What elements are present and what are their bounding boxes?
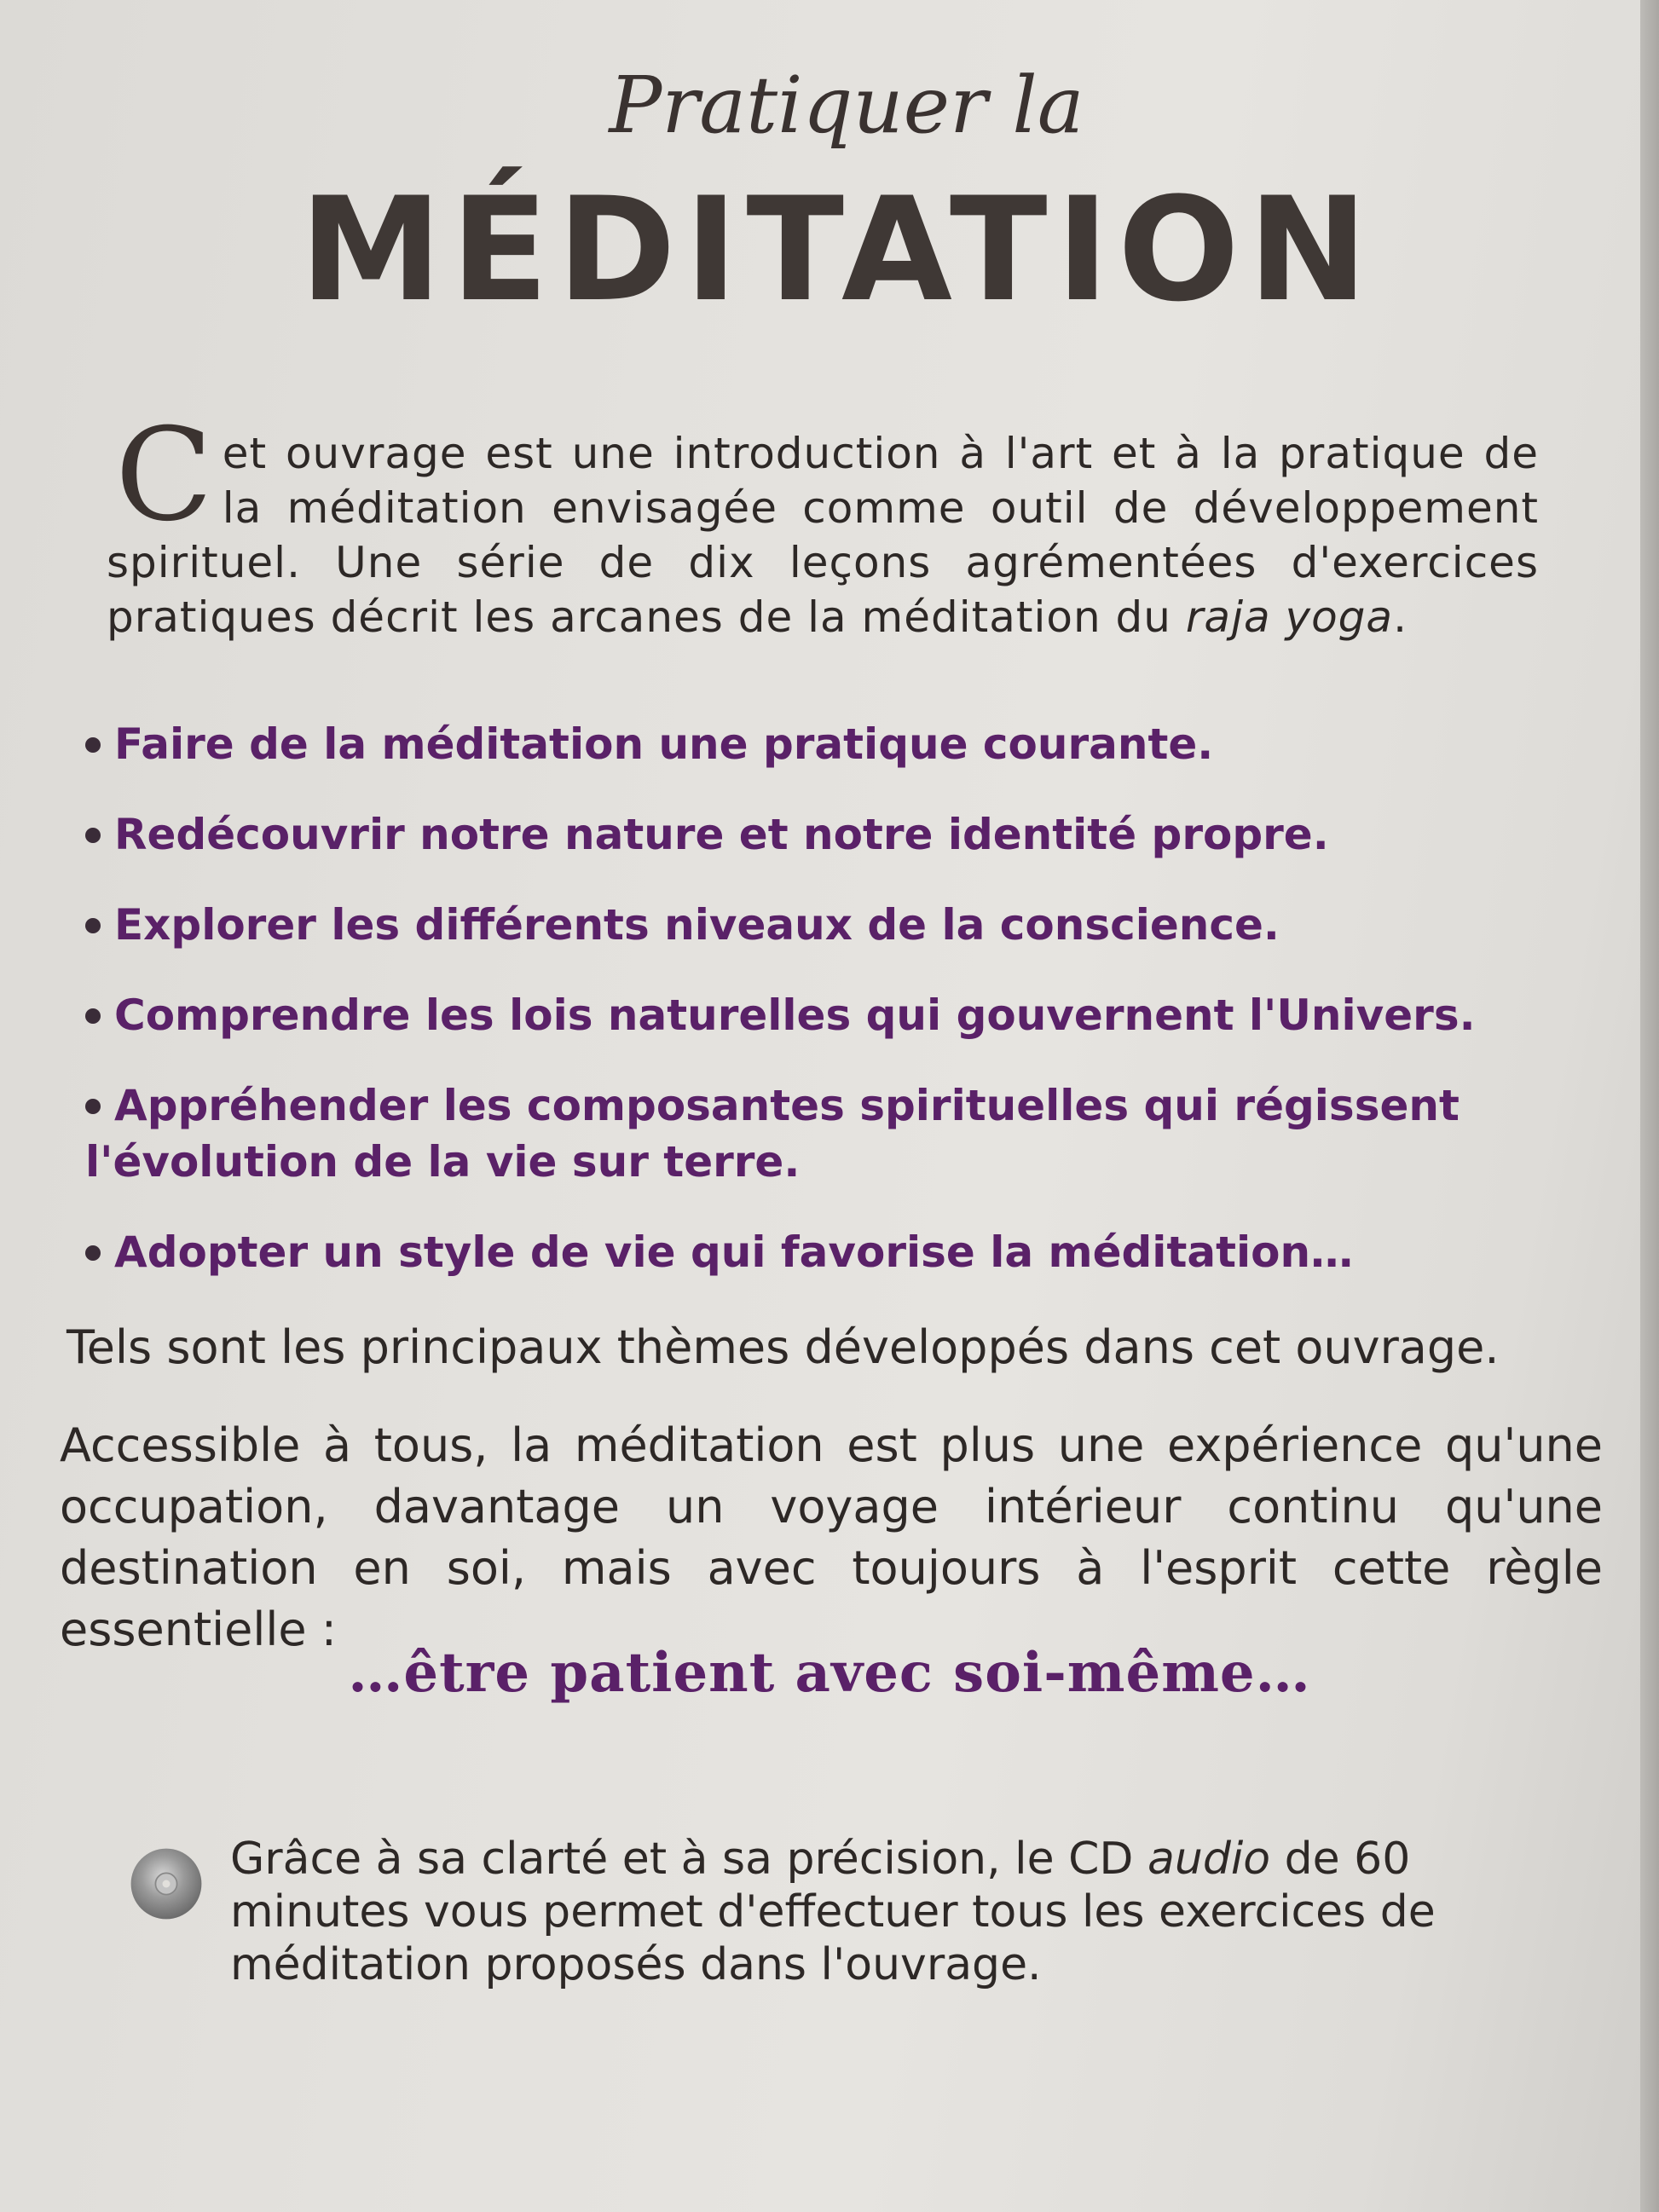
list-item-text: Appréhender les composantes spirituelles qui régissent l'évolution de la vie sur terre. xyxy=(85,1081,1460,1187)
bullet-icon xyxy=(85,737,101,753)
intro-italic: raja yoga xyxy=(1185,592,1394,642)
cd-text-start: Grâce à sa clarté et à sa précision, le CD xyxy=(230,1834,1148,1885)
list-item-text: Comprendre les lois naturelles qui gouvernent l'Univers. xyxy=(114,990,1476,1040)
list-item xyxy=(85,716,1603,772)
bullet-icon xyxy=(85,918,101,933)
cd-text-end: de 60 minutes vous permet d'effectuer tous les exercices de méditation proposés dans l'ouvrage. xyxy=(230,1834,1436,1990)
book-subtitle: Pratiquer la xyxy=(609,60,1084,151)
list-item xyxy=(85,1077,1603,1190)
theme-list xyxy=(85,716,1603,1314)
list-item xyxy=(85,1224,1603,1280)
cd-description xyxy=(230,1833,1560,1991)
book-title: MÉDITATION xyxy=(299,166,1377,333)
list-item xyxy=(85,987,1603,1043)
intro-end: . xyxy=(1393,592,1408,642)
intro-paragraph xyxy=(107,401,1539,644)
intro-text: et ouvrage est une introduction à l'art et à la pratique de la méditation envisagée comme outil de développement spirituel. Une série de dix leçons agrémentées d'exercices pratiques décrit les arcanes de la méditation du xyxy=(107,429,1539,642)
list-item xyxy=(85,806,1603,863)
bullet-icon xyxy=(85,1008,101,1024)
cd-icon xyxy=(128,1845,205,1922)
closing-paragraph: Accessible à tous, la méditation est plus une expérience qu'une occupation, davantage un voyage intérieur continu qu'une destination en soi, mais avec toujours à l'esprit cette règle essentielle : xyxy=(60,1418,1603,1656)
list-item-text: Explorer les différents niveaux de la conscience. xyxy=(114,900,1280,950)
bullet-icon xyxy=(85,1099,101,1114)
motto: …être patient avec soi-même… xyxy=(348,1641,1311,1705)
summary-text: Tels sont les principaux thèmes développés dans cet ouvrage. xyxy=(66,1320,1500,1374)
drop-cap: C xyxy=(115,401,214,550)
list-item-text: Faire de la méditation une pratique courante. xyxy=(114,719,1214,769)
list-item-text: Redécouvrir notre nature et notre identité propre. xyxy=(114,810,1329,859)
bullet-icon xyxy=(85,1245,101,1261)
cd-text-italic: audio xyxy=(1147,1834,1271,1885)
bullet-icon xyxy=(85,828,101,843)
list-item-text: Adopter un style de vie qui favorise la méditation… xyxy=(114,1227,1354,1277)
list-item xyxy=(85,897,1603,953)
